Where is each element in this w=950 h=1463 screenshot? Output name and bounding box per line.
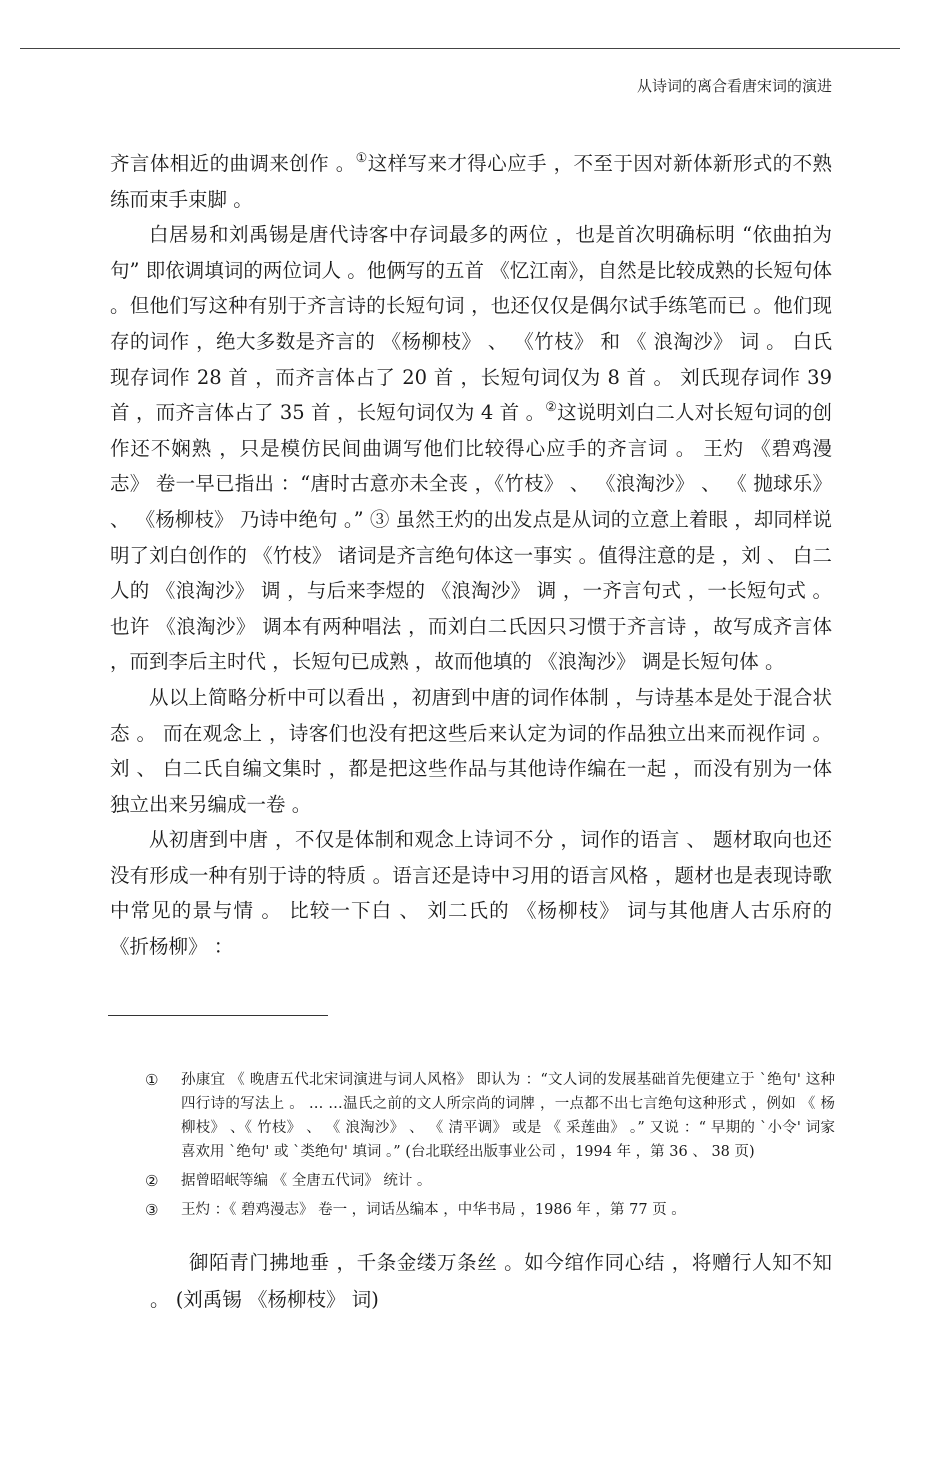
poem-quote (150, 1244, 832, 1318)
paragraph-2: 白居易和刘禹锡是唐代诗客中存词最多的两位 ，也是首次明确标明 “依曲拍为句” 即依调填词的两位词人 。他俩写的五首 《忆江南》，自然是比较成熟的长短句体 。但他们写这种有别于齐言诗的长短句词 ，也还仅仅是偶尔试手练笔而已 。他们现存的词作 ，绝大多数是齐言的 《杨柳枝》 、 《竹枝》 和 《 浪淘沙》 词 。 白氏现存词作 28 首 ，而齐言体占了 20 首 ，长短句词仅为 8 首 。 刘氏现存词作 39 首 ，而齐言体占了 35 首 ，长短句词仅为 4 首 。②这说明刘白二人对长短句词的创作还不娴熟 ，只是模仿民间曲调写他们比较得心应手的齐言词 。 王灼 《碧鸡漫志》 卷一早已指出 ：“唐时古意亦未全丧 ，《竹枝》 、 《浪淘沙》 、 《 抛球乐》 、 《杨柳枝》 乃诗中绝句 。” ③ 虽然王灼的出发点是从词的立意上着眼 ，却同样说明了刘白创作的 《竹枝》 诸词是齐言绝句体这一事实 。值得注意的是 ，刘 、 白二人的 《浪淘沙》 调 ，与后来李煜的 《浪淘沙》 调 ，一齐言句式 ，一长短句式 。也许 《浪淘沙》 调本有两种唱法 ，而刘白二氏因只习惯于齐言诗 ，故写成齐言体 ，而到李后主时代 ，长短句已成熟 ，故而他填的 《浪淘沙》 调是长短句体 。 (110, 223, 833, 674)
main-body (110, 146, 832, 965)
footnote-3 (145, 1198, 835, 1222)
footnote-ref-2[interactable]: ② (545, 400, 558, 416)
footnote-number: ① (145, 1071, 159, 1089)
footnote-text: 孙康宜 《 晚唐五代北宋词演进与词人风格》 即认为 ：“文人词的发展基础首先便建立于 `绝句' 这种四行诗的写法上 。 … …温氏之前的文人所宗尚的词牌 ，一点都不出七言绝句这种形式 ，例如 《 杨柳枝》 、《 竹枝》 、 《 浪淘沙》 、 《 清平调》 或是 《 采莲曲》 。” 又说 ：“ 早期的 `小令' 词家喜欢用 `绝句' 或 `类绝句' 填词 。” (台北联经出版事业公司 ，1994 年 ，第 36 、 38 页) (181, 1072, 835, 1160)
footnote-separator (108, 1015, 328, 1016)
footnote-2 (145, 1169, 835, 1193)
footnote-number: ② (145, 1172, 159, 1190)
footnote-text: 王灼 ：《 碧鸡漫志》 卷一 ，词话丛编本 ，中华书局 ，1986 年 ，第 77 页 。 (181, 1202, 686, 1218)
footnote-number: ③ (145, 1201, 159, 1219)
running-header: 从诗词的离合看唐宋词的演进 (636, 77, 832, 95)
footnote-1 (145, 1068, 835, 1164)
paragraph-4: 从初唐到中唐 ，不仅是体制和观念上诗词不分 ，词作的语言 、 题材取向也还没有形成一种有别于诗的特质 。语言还是诗中习用的语言风格 ，题材也是表现诗歌中常见的景与情 。 比较一下白 、 刘二氏的 《杨柳枝》 词与其他唐人古乐府的 《折杨柳》 ： (110, 828, 832, 959)
footnote-ref-1[interactable]: ① (355, 151, 368, 166)
paragraph-1: 齐言体相近的曲调来创作 。①这样写来才得心应手 ，不至于因对新体新形式的不熟练而束手束脚 。 (110, 151, 832, 211)
footnotes (145, 1068, 835, 1227)
poem-quote-text: 御陌青门拂地垂 ，千条金缕万条丝 。如今绾作同心结 ，将赠行人知不知 。 (刘禹锡 《杨柳枝》 词) (150, 1251, 832, 1311)
footnote-text: 据曾昭岷等编 《 全唐五代词》 统计 。 (181, 1173, 432, 1189)
paragraph-3: 从以上简略分析中可以看出 ，初唐到中唐的词作体制 ，与诗基本是处于混合状态 。 而在观念上 ，诗客们也没有把这些后来认定为词的作品独立出来而视作词 。刘 、 白二氏自编文集时 ，都是把这些作品与其他诗作编在一起 ，而没有别为一体独立出来另编成一卷 。 (110, 685, 832, 816)
header-rule (20, 48, 900, 49)
